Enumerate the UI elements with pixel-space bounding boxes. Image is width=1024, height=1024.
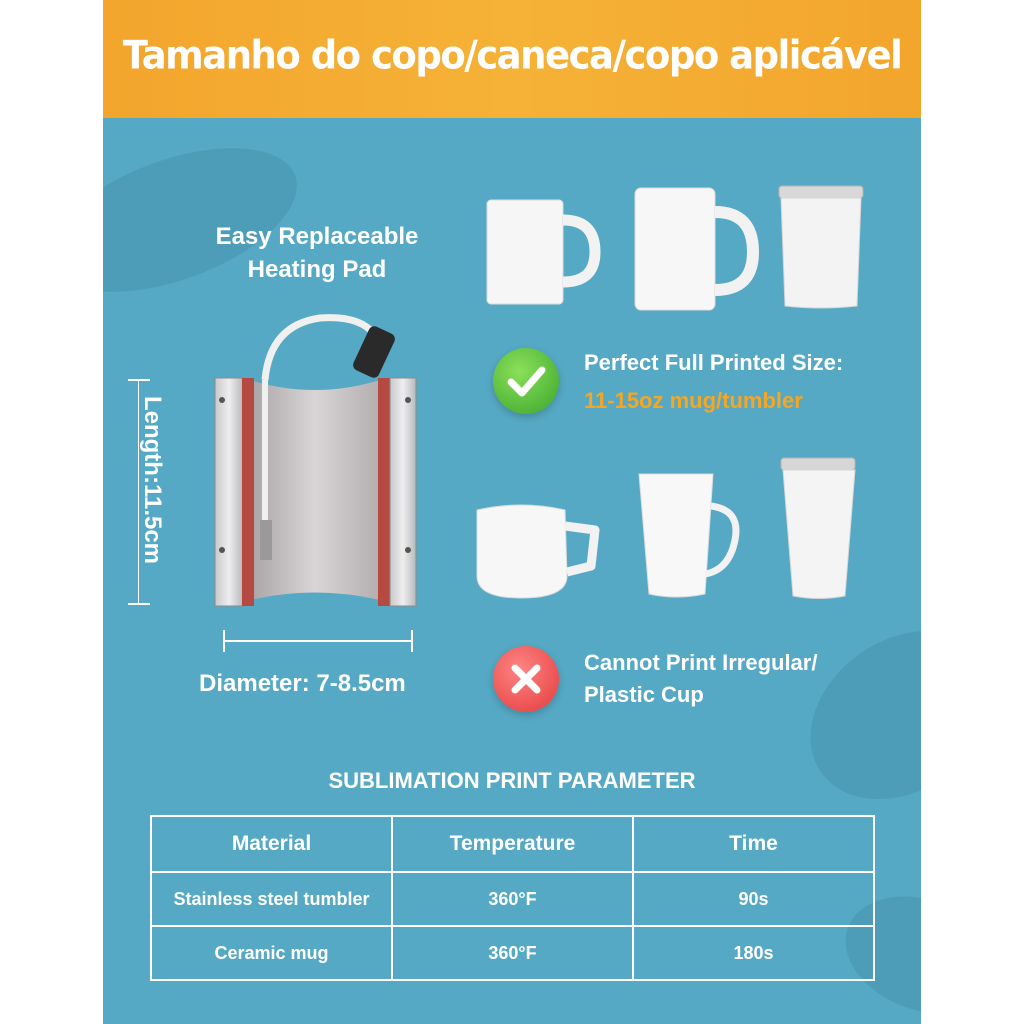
heating-pad-label-line2: Heating Pad <box>247 256 387 283</box>
suitable-size-heading: Perfect Full Printed Size: <box>584 350 844 375</box>
check-icon <box>493 348 559 414</box>
table-header-row <box>151 816 874 872</box>
unsuitable-detail: Plastic Cup <box>584 682 704 707</box>
tumbler-with-lid-image <box>777 182 867 312</box>
header-time: Time <box>633 816 874 872</box>
plastic-tumbler-image <box>779 456 859 602</box>
cell-time: 90s <box>633 872 874 926</box>
cell-material: Ceramic mug <box>151 926 392 980</box>
cell-material: Stainless steel tumbler <box>151 872 392 926</box>
cross-icon <box>493 646 559 712</box>
banner-title: Tamanho do copo/caneca/copo aplicável <box>122 32 902 79</box>
unsuitable-heading: Cannot Print Irregular/ <box>584 650 818 675</box>
irregular-cup-image <box>471 498 603 602</box>
header-material: Material <box>151 816 392 872</box>
mug-15oz-image <box>631 182 761 314</box>
heating-pad-image <box>210 310 420 610</box>
diameter-dimension-line <box>223 626 413 656</box>
table-row <box>151 926 874 980</box>
diameter-label: Diameter: 7-8.5cm <box>199 670 406 697</box>
length-label: Length:11.5cm <box>139 395 166 565</box>
suitable-size-value: 11-15oz mug/tumbler <box>584 388 803 413</box>
heating-pad-label-line1: Easy Replaceable <box>215 223 419 250</box>
conical-mug-image <box>633 470 745 602</box>
poster <box>103 0 921 1024</box>
param-table <box>150 815 875 981</box>
cell-temperature: 360°F <box>392 926 633 980</box>
param-table-title: SUBLIMATION PRINT PARAMETER <box>328 768 696 793</box>
table-row <box>151 872 874 926</box>
cell-time: 180s <box>633 926 874 980</box>
header-temperature: Temperature <box>392 816 633 872</box>
mug-11oz-image <box>483 190 603 310</box>
title-banner <box>103 0 921 118</box>
heating-pad-label <box>163 220 471 286</box>
cell-temperature: 360°F <box>392 872 633 926</box>
brush-stroke <box>778 596 921 834</box>
